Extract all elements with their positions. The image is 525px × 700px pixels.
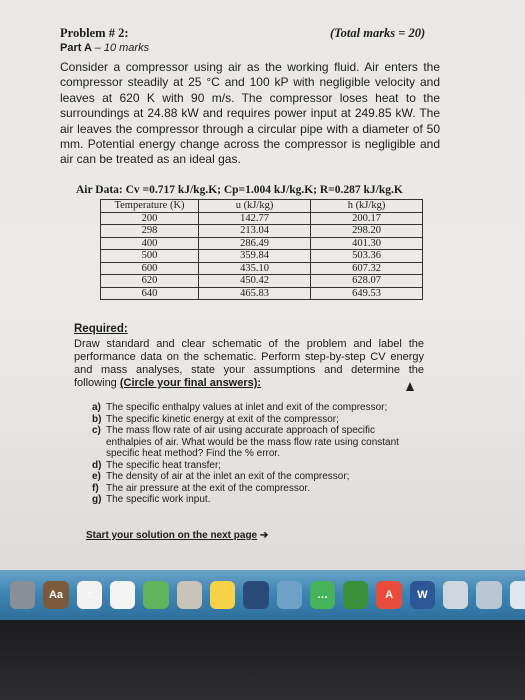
- air-data: Air Data: Cv =0.717 kJ/kg.K; Cp=1.004 kJ/kg.K; R=0.287 kJ/kg.K: [76, 184, 403, 196]
- required-text: Draw standard and clear schematic of the problem and label the performance data on the schematic. Perform step-by-step CV energy and mass analyses, state your assumptions and determine the following: [74, 338, 424, 389]
- table-row: [101, 287, 423, 300]
- table-cell: 450.42: [199, 275, 311, 288]
- list-item-text: The density of air at the inlet an exit of the compressor;: [106, 471, 350, 482]
- photo-booth-icon[interactable]: [177, 581, 202, 609]
- table-cell: 607.32: [311, 262, 423, 275]
- total-marks: (Total marks = 20): [330, 26, 426, 40]
- table-header-row: [101, 200, 423, 213]
- list-item-text: The mass flow rate of air using accurate approach of specific enthalpies of air. What would be the mass flow rate using constant specific heat method? Find the % error.: [106, 425, 399, 459]
- list-item: [92, 425, 422, 460]
- finder-icon[interactable]: [277, 581, 302, 609]
- chrome-icon[interactable]: [110, 581, 135, 609]
- table-cell: 640: [101, 287, 199, 300]
- mouse-cursor-icon: [406, 382, 414, 391]
- itunes-icon[interactable]: ♫: [77, 581, 102, 609]
- property-table: [100, 199, 423, 300]
- maps-icon[interactable]: [143, 581, 168, 609]
- table-cell: 401.30: [311, 237, 423, 250]
- app-store-icon[interactable]: A: [376, 581, 401, 609]
- list-item-text: The specific kinetic energy at exit of the compressor;: [106, 413, 339, 425]
- part-marks: – 10 marks: [94, 42, 150, 54]
- table-cell: 500: [101, 250, 199, 263]
- list-item: [92, 414, 422, 426]
- table-cell: 213.04: [199, 225, 311, 238]
- answer-list: [92, 402, 422, 506]
- list-item-label: c): [92, 425, 101, 436]
- dock: [0, 575, 525, 615]
- required-body: [74, 338, 424, 390]
- list-item: [92, 460, 422, 472]
- arrow-right-icon: ➔: [259, 530, 269, 541]
- dictionary-icon[interactable]: Aa: [43, 581, 68, 609]
- required-emphasis: (Circle your final answers):: [119, 377, 262, 389]
- table-cell: 200.17: [311, 212, 423, 225]
- next-page-note: [86, 530, 268, 541]
- next-page-text: Start your solution on the next page: [86, 530, 258, 541]
- table-row: [101, 262, 423, 275]
- table-cell: 465.83: [199, 287, 311, 300]
- table-row: [101, 237, 423, 250]
- list-item-label: d): [92, 459, 102, 471]
- list-item-label: e): [92, 471, 101, 482]
- table-cell: 298.20: [311, 225, 423, 238]
- table-cell: 628.07: [311, 275, 423, 288]
- table-cell: 435.10: [199, 262, 311, 275]
- trash-icon[interactable]: [510, 581, 525, 609]
- list-item: [92, 471, 422, 483]
- list-item-label: b): [92, 413, 102, 425]
- col-header-temperature: Temperature (K): [101, 200, 199, 213]
- table-row: [101, 225, 423, 238]
- monitor-bezel: [0, 620, 525, 700]
- downloads-icon[interactable]: [476, 581, 501, 609]
- excel-icon[interactable]: [443, 581, 468, 609]
- list-item-text: The air pressure at the exit of the compressor.: [106, 482, 310, 494]
- list-item-text: The specific work input.: [106, 494, 211, 505]
- table-row: [101, 275, 423, 288]
- table-row: [101, 250, 423, 263]
- list-item-text: The specific enthalpy values at inlet and exit of the compressor;: [106, 402, 388, 413]
- list-item: [92, 402, 422, 414]
- list-item: [92, 494, 422, 506]
- list-item-label: g): [92, 494, 102, 505]
- problem-title: Problem # 2:: [60, 26, 129, 40]
- problem-statement: Consider a compressor using air as the working fluid. Air enters the compressor steadily at 25 °C and 100 kP with negligible velocity and leaves at 620 K with 90 m/s. The compressor loses heat to the surroundings at 24.88 kW and requires power input at 249.85 kW. The air leaves the compressor through a circular pipe with a diameter of 50 mm. Potential energy change across the compressor is negligible and air can be treated as an ideal gas.: [60, 60, 440, 167]
- word-icon[interactable]: W: [410, 581, 435, 609]
- table-cell: 600: [101, 262, 199, 275]
- table-cell: 359.84: [199, 250, 311, 263]
- list-item-text: The specific heat transfer;: [106, 459, 222, 471]
- table-cell: 649.53: [311, 287, 423, 300]
- col-header-h: h (kJ/kg): [311, 200, 423, 213]
- table-cell: 400: [101, 237, 199, 250]
- list-item: [92, 483, 422, 495]
- table-cell: 142.77: [199, 212, 311, 225]
- part-heading: [60, 42, 149, 54]
- table-cell: 298: [101, 225, 199, 238]
- facetime-icon[interactable]: [343, 581, 368, 609]
- system-preferences-icon[interactable]: [10, 581, 35, 609]
- table-cell: 200: [101, 212, 199, 225]
- col-header-u: u (kJ/kg): [199, 200, 311, 213]
- part-label: Part A: [60, 42, 92, 54]
- list-item-label: a): [92, 402, 101, 413]
- messages-icon[interactable]: …: [310, 581, 335, 609]
- table-cell: 620: [101, 275, 199, 288]
- list-item-label: f): [92, 482, 99, 494]
- table-row: [101, 212, 423, 225]
- table-cell: 503.36: [311, 250, 423, 263]
- table-cell: 286.49: [199, 237, 311, 250]
- required-title: Required:: [74, 323, 128, 335]
- calendar-icon[interactable]: [243, 581, 268, 609]
- notes-icon[interactable]: [210, 581, 235, 609]
